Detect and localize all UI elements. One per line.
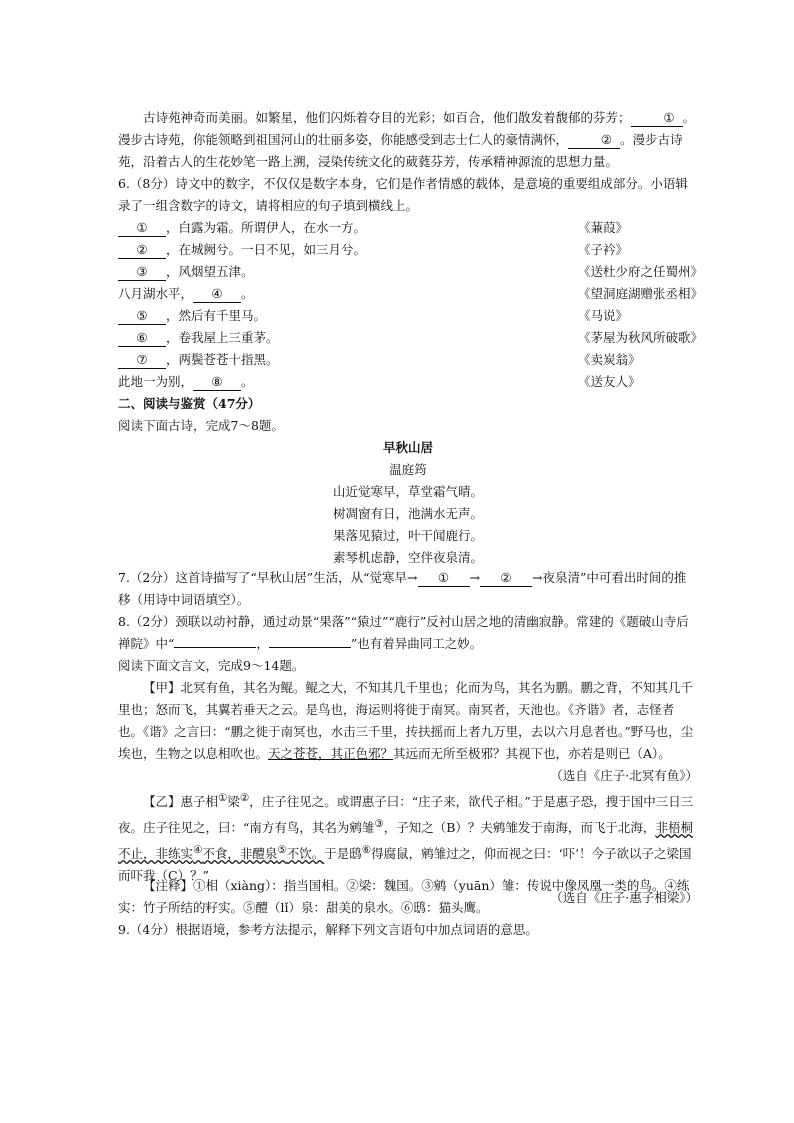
answer-blank[interactable]: ⑥ — [118, 330, 166, 347]
passage-jia — [118, 677, 698, 787]
notes — [118, 875, 698, 919]
source-title: 《望洞庭湖赠张丞相》 — [578, 286, 704, 301]
footnote-mark: ⑥ — [361, 844, 372, 857]
question-8-text-a: 8.（2分）颈联以动衬静，通过动景“果落”“猿过”“鹿行”反衬山居之地的清幽寂静。常建的《题破山寺后禅院》中“ — [118, 614, 689, 651]
passage-jia-underlined: 天之苍苍，其正色邪？ — [268, 746, 394, 761]
question-7 — [118, 567, 698, 611]
footnote-mark: ③ — [374, 818, 384, 831]
question-6-rows — [118, 217, 704, 393]
poem-author: 温庭筠 — [389, 462, 427, 477]
source-title: 《子衿》 — [578, 242, 629, 257]
answer-blank[interactable]: ② — [118, 242, 166, 259]
question-6-row — [118, 283, 704, 305]
passage-yi-source: （选自《庄子·惠子相梁》） — [550, 890, 698, 906]
question-6-row — [118, 217, 698, 239]
answer-blank[interactable]: ④ — [193, 286, 241, 303]
question-7-blank-1[interactable]: ① — [418, 570, 470, 587]
intro-paragraph — [118, 107, 698, 173]
question-6-line: ⑦ ，两鬓苍苍十指黑。 — [118, 349, 279, 371]
passage-yi-underlined: 非梧桐不止，非练实④不食，非醴泉⑤不饮。 — [118, 820, 693, 862]
question-6-row — [118, 371, 698, 393]
prose-intro — [118, 655, 698, 677]
answer-blank[interactable]: ⑤ — [118, 308, 166, 325]
poem-line: 山近觉寒早，草堂霜气晴。 — [332, 484, 483, 499]
question-6 — [118, 173, 698, 217]
question-6-row — [118, 349, 698, 371]
answer-blank[interactable]: ⑦ — [118, 352, 166, 369]
source-title: 《茅屋为秋风所破歌》 — [578, 330, 704, 345]
poem — [118, 437, 698, 569]
question-6-stem: 6.（8分）诗文中的数字，不仅仅是数字本身，它们是作者情感的载体，是意境的重要组成部分。小语辑录了一组含数字的诗文，请将相应的句子填到横线上。 — [118, 176, 688, 213]
source-title: 《送友人》 — [578, 374, 641, 389]
section-2-heading: 二、阅读与鉴赏（47分） — [118, 396, 261, 411]
question-9 — [118, 919, 698, 941]
answer-blank[interactable]: ⑧ — [193, 374, 241, 391]
notes-text: 【注释】①相（xiàng）：指当国相。②梁：魏国。③鹓（yuān）雏：传说中像凤凰一类的鸟。④练实：竹子所结的籽实。⑤醴（lǐ）泉：甜美的泉水。⑥鸱：猫头鹰。 — [118, 878, 690, 915]
question-6-line: ① ，白露为霜。所谓伊人，在水一方。 — [118, 217, 366, 239]
question-8-text-c: ”也有着异曲同工之妙。 — [350, 636, 483, 651]
source-title: 《蒹葭》 — [578, 220, 629, 235]
poem-line: 果落见猿过，叶干闻鹿行。 — [332, 528, 483, 543]
question-7-blank-2[interactable]: ② — [480, 570, 532, 587]
intro-sentence-3: 。漫步古诗苑，沿着古人的生花妙笔一路上溯，浸染传统文化的葳蕤芬芳，传承精神源流的思想力量。 — [118, 132, 683, 169]
question-6-line: ⑤ ，然后有千里马。 — [118, 305, 266, 327]
prose-intro-text: 阅读下面文言文，完成9～14题。 — [118, 658, 305, 673]
section-2 — [118, 393, 698, 437]
poem-line: 素琴机虑静，空伴夜泉清。 — [332, 550, 483, 565]
passage-jia-source: （选自《庄子·北冥有鱼》） — [550, 768, 698, 783]
question-6-line: ③ ，风烟望五津。 — [118, 261, 254, 283]
question-7-text-c: →夜泉清”中可看出时间的推移（用诗中词语填空）。 — [118, 570, 687, 607]
question-8 — [118, 611, 698, 655]
question-6-row — [118, 239, 698, 261]
question-9-text: 9.（4分）根据语境，参考方法提示，解释下列文言语句中加点词语的意思。 — [118, 922, 538, 937]
question-6-row — [118, 327, 704, 349]
intro-blank-2[interactable]: ② — [568, 132, 620, 149]
question-8-comma: ， — [256, 636, 269, 651]
poem-intro: 阅读下面古诗，完成7～8题。 — [118, 418, 284, 433]
intro-text — [118, 107, 698, 173]
poem-line: 树凋窗有日，池满水无声。 — [332, 506, 483, 521]
footnote-mark: ② — [239, 792, 250, 804]
question-6-line: 八月湖水平， ④ 。 — [118, 286, 254, 301]
source-title: 《送杜少府之任蜀州》 — [578, 264, 704, 279]
answer-blank[interactable]: ③ — [118, 264, 166, 281]
question-6-row — [118, 305, 698, 327]
question-6-line: ② ，在城阙兮。一日不见，如三月兮。 — [118, 239, 366, 261]
intro-sentence-2: 。漫步古诗苑，你能领略到祖国河山的壮丽多姿，你能感受到志士仁人的豪情满怀， — [118, 110, 696, 147]
question-6-row — [118, 261, 704, 283]
intro-blank-1[interactable]: ① — [631, 110, 683, 127]
question-6-line: ⑥ ，卷我屋上三重茅。 — [118, 327, 279, 349]
poem-title: 早秋山居 — [382, 440, 433, 455]
passage-yi-text: 【乙】惠子相①梁②，庄子往见之。或谓惠子曰：“庄子来，欲代子相。”于是惠子恐，搜于国中三日三夜。庄子往见之，曰：“南方有鸟，其名为鹓雏③，子知之（B）？夫鹓雏发于南海，而飞于北海，非梧桐不止，非练实④不食，非醴泉⑤不饮。于是鸱⑥得腐鼠，鹓雏过之，仰而视之曰：‘吓’！今子欲以子之梁国而吓我（C）？” — [118, 792, 694, 884]
question-6-line: 此地一为别， ⑧ 。 — [118, 374, 254, 389]
question-8-blank-2[interactable] — [269, 647, 351, 648]
question-7-text-a: 7.（2分）这首诗描写了“早秋山居”生活，从“觉寒早→ — [118, 570, 418, 585]
footnote-mark: ① — [218, 792, 228, 804]
passage-jia-text: 【甲】北冥有鱼，其名为鲲。鲲之大，不知其几千里也；化而为鸟，其名为鹏。鹏之背，不知其几千里也；怒而飞，其翼若垂天之云。是鸟也，海运则将徙于南冥。南冥者，天池也。《齐谐》者，志怪者也。《谐》之言曰：“鹏之徙于南冥也，水击三千里，抟扶摇而上者九万里，去以六月息者也。”野马也，尘埃也，生物之以息相吹也。天之苍苍，其正色邪？其远而无所至极邪？其视下也，亦若是则已（A）。 — [118, 680, 694, 761]
answer-blank[interactable]: ① — [118, 220, 166, 237]
question-7-arrow: → — [469, 570, 481, 585]
source-title: 《马说》 — [578, 308, 629, 323]
source-title: 《卖炭翁》 — [578, 352, 641, 367]
intro-sentence-1: 古诗苑神奇而美丽。如繁星，他们闪烁着夺目的光彩；如百合，他们散发着馥郁的芬芳； — [143, 110, 631, 125]
question-8-blank-1[interactable] — [174, 647, 256, 648]
